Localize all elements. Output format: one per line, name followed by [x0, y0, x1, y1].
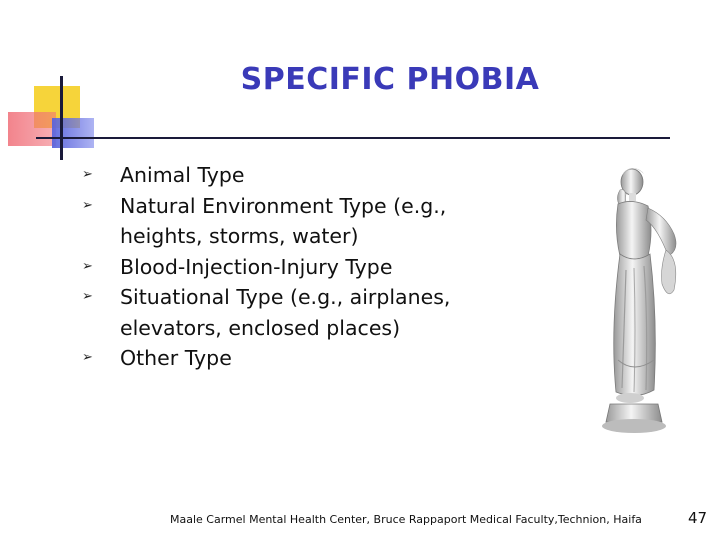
bullet-item: [82, 160, 502, 191]
decor-blue-square: [52, 118, 94, 148]
decor-red-square: [8, 112, 56, 146]
arrowhead-bullet-icon: ➢: [82, 197, 93, 213]
arrowhead-bullet-icon: ➢: [82, 350, 93, 365]
bullet-item: [82, 191, 502, 252]
statue-image: [588, 160, 694, 442]
slide-title: SPECIFIC PHOBIA: [240, 62, 540, 97]
bullet-list: [82, 160, 502, 374]
bullet-text: Natural Environment Type (e.g., heights, storms, water): [120, 193, 447, 248]
arrowhead-bullet-icon: ➢: [82, 167, 93, 182]
arrowhead-bullet-icon: ➢: [82, 289, 93, 304]
footer-credit: Maale Carmel Mental Health Center, Bruce Rappaport Medical Faculty,Technion, Haifa: [170, 513, 642, 526]
bullet-item: [82, 252, 502, 283]
bullet-text: Other Type: [120, 346, 232, 370]
bullet-text: Blood-Injection-Injury Type: [120, 254, 393, 279]
bullet-text: Animal Type: [120, 163, 245, 187]
bullet-item: [82, 343, 502, 374]
page-number: 47: [688, 509, 708, 527]
bullet-item: [82, 282, 502, 343]
arrowhead-bullet-icon: ➢: [82, 258, 93, 274]
title-divider: [36, 137, 670, 139]
bullet-text: Situational Type (e.g., airplanes, elevators, enclosed places): [120, 285, 451, 340]
decor-vertical-line: [60, 76, 63, 160]
